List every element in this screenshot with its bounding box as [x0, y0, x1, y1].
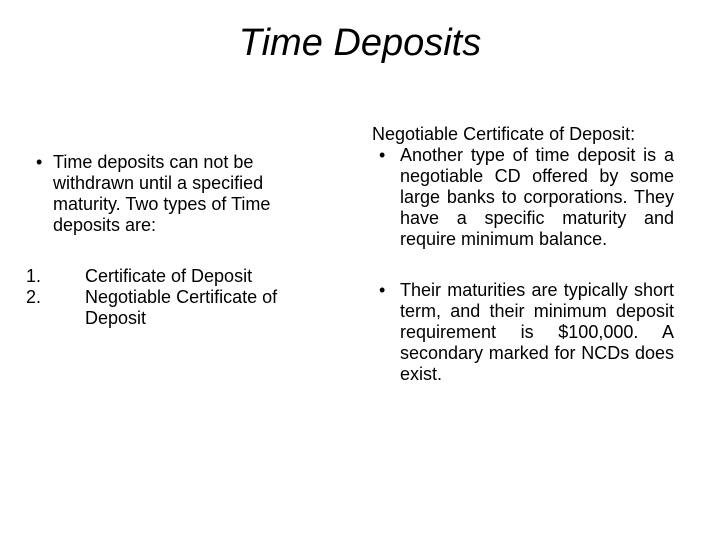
numbered-list: [26, 266, 326, 329]
spacer: [372, 250, 674, 280]
bullet-icon: •: [379, 145, 386, 165]
bullet-item: [26, 152, 326, 236]
list-item-text: Negotiable Certificate of Deposit: [85, 287, 278, 328]
list-item: [26, 287, 326, 329]
list-item-text: Certificate of Deposit: [85, 266, 253, 286]
list-marker: 2.: [26, 287, 42, 307]
bullet-icon: •: [379, 280, 386, 300]
list-marker: 1.: [26, 266, 42, 286]
section-heading: Negotiable Certificate of Deposit:: [372, 124, 636, 144]
bullet-text: Another type of time deposit is a negotiable CD offered by some large banks to corporations. They have a specific maturity and require minimum balance.: [400, 145, 674, 249]
bullet-icon: •: [36, 152, 43, 172]
bullet-text: Time deposits can not be withdrawn until a specified maturity. Two types of Time deposits are:: [53, 152, 271, 235]
left-column: [26, 152, 326, 329]
slide-title: Time Deposits: [238, 22, 482, 64]
bullet-text: Their maturities are typically short term, and their minimum deposit requirement is $100,000. A secondary marked for NCDs does exist.: [400, 280, 674, 384]
list-item: [26, 266, 326, 287]
bullet-item: [372, 145, 674, 250]
bullet-item: [372, 280, 674, 385]
right-column: [372, 124, 674, 385]
